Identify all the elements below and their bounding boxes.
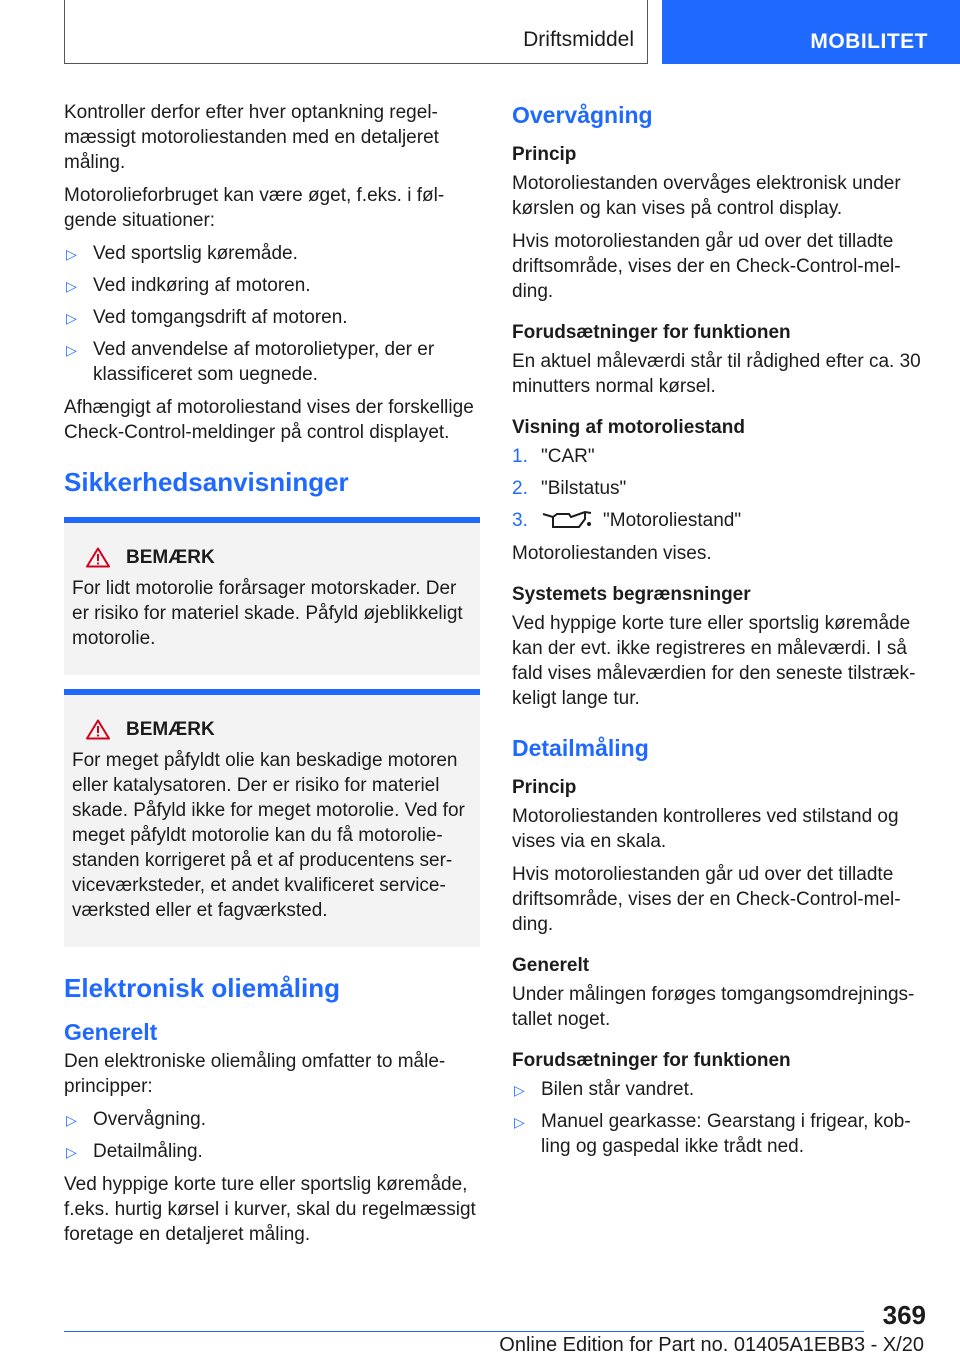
subsection-heading-general: Generelt xyxy=(64,1019,158,1045)
footer-edition: Online Edition for Part no. 01405A1EBB3 - X/20 xyxy=(499,1334,924,1356)
heading-principle: Princip xyxy=(512,777,577,798)
triangle-bullet-icon: ▷ xyxy=(514,1114,525,1130)
numbered-steps xyxy=(512,444,926,533)
heading-display-oil-level: Visning af motoroliestand xyxy=(512,417,745,438)
step-item: 1. "CAR" xyxy=(512,446,595,467)
note-header xyxy=(72,717,472,742)
warning-note xyxy=(64,689,480,947)
step-item: 3. "Motoroliestand" xyxy=(512,510,742,531)
oil-can-icon xyxy=(541,510,593,530)
triangle-bullet-icon: ▷ xyxy=(66,310,77,326)
section-heading-electronic: Elektronisk oliemåling xyxy=(64,973,340,1003)
list-item: ▷ Ved tomgangsdrift af motoren. xyxy=(64,305,480,330)
heading-general: Generelt xyxy=(512,955,590,976)
note-header xyxy=(72,545,472,570)
paragraph: Afhængigt af motoroliestand vises der forskellige Check-Control-meldinger på control displayet. xyxy=(64,397,474,443)
triangle-bullet-icon: ▷ xyxy=(66,1144,77,1160)
paragraph: Hvis motoroliestanden går ud over det tilladte driftsområde, vises der en Check-Control-melding. xyxy=(512,231,901,302)
paragraph: Ved hyppige korte ture eller sportslig køremåde kan der evt. ikke registreres en måleværdi. I så fald vises måleværdien for den seneste tilstrækkeligt lange tur. xyxy=(512,613,916,709)
heading-limits: Systemets begrænsninger xyxy=(512,584,751,605)
note-label: BEMÆRK xyxy=(126,719,215,740)
heading-principle: Princip xyxy=(512,144,577,165)
bullet-list xyxy=(512,1077,926,1159)
note-text: For lidt motorolie forårsager motorskader. Der er risiko for materiel skade. Påfyld øjeblikkeligt motorolie. xyxy=(72,578,463,649)
bullet-list xyxy=(64,241,480,387)
warning-note xyxy=(64,517,480,675)
heading-prerequisites: Forudsætninger for funktionen xyxy=(512,1050,791,1071)
paragraph: Motorolieforbruget kan være øget, f.eks. i følgende situationer: xyxy=(64,185,445,231)
list-item: ▷ Ved anvendelse af motorolietyper, der er klassificeret som uegnede. xyxy=(66,339,435,385)
subsection-heading-monitoring: Overvågning xyxy=(512,102,653,128)
right-column xyxy=(512,100,926,1167)
header-section-title: Driftsmiddel xyxy=(523,28,634,51)
warning-triangle-icon xyxy=(86,719,110,740)
heading-prerequisites: Forudsætninger for funktionen xyxy=(512,322,791,343)
triangle-bullet-icon: ▷ xyxy=(514,1082,525,1098)
paragraph: Motoroliestanden kontrolleres ved stilstand og vises via en skala. xyxy=(512,806,899,852)
list-item: ▷ Bilen står vandret. xyxy=(512,1077,926,1102)
step-item: 2. "Bilstatus" xyxy=(512,478,627,499)
paragraph: Hvis motoroliestanden går ud over det tilladte driftsområde, vises der en Check-Control-melding. xyxy=(512,864,901,935)
triangle-bullet-icon: ▷ xyxy=(66,246,77,262)
header-chapter-tab[interactable]: MOBILITET xyxy=(662,0,960,64)
paragraph: Motoroliestanden vises. xyxy=(512,543,712,564)
triangle-bullet-icon: ▷ xyxy=(66,1112,77,1128)
paragraph: Motoroliestanden overvåges elektronisk under kørslen og kan vises på control display. xyxy=(512,173,901,219)
footer-divider xyxy=(64,1331,864,1332)
paragraph: En aktuel måleværdi står til rådighed efter ca. 30 minutters normal kørsel. xyxy=(512,351,921,397)
paragraph: Den elektroniske oliemåling omfatter to måleprincipper: xyxy=(64,1051,446,1097)
note-text: For meget påfyldt olie kan beskadige motoren eller katalysatoren. Der er risiko for materiel skade. Påfyld ikke for meget motorolie. Ved for meget påfyldt motorolie kan du få motoroliestanden korrigeret på et af producentens serviceværksteder, et andet kvalificeret serviceværksted eller et fagværksted. xyxy=(72,750,465,921)
paragraph: Under målingen forøges tomgangsomdrejningstallet noget. xyxy=(512,984,915,1030)
note-label: BEMÆRK xyxy=(126,547,215,568)
list-item: ▷ Overvågning. xyxy=(64,1107,480,1132)
left-column xyxy=(64,100,480,1255)
list-item: ▷ Ved indkøring af motoren. xyxy=(64,273,480,298)
list-item: ▷ Detailmåling. xyxy=(64,1139,480,1164)
subsection-heading-detail: Detailmåling xyxy=(512,735,649,761)
section-heading-safety: Sikkerhedsanvisninger xyxy=(64,467,349,497)
triangle-bullet-icon: ▷ xyxy=(66,342,77,358)
list-item: ▷ Manuel gearkasse: Gearstang i frigear, kobling og gaspedal ikke trådt ned. xyxy=(514,1111,911,1157)
paragraph: Kontroller derfor efter hver optankning regelmæssigt motoroliestanden med en detaljeret måling. xyxy=(64,102,439,173)
paragraph: Ved hyppige korte ture eller sportslig køremåde, f.eks. hurtig kørsel i kurver, skal du regelmæssigt foretage en detaljeret måling. xyxy=(64,1174,476,1245)
triangle-bullet-icon: ▷ xyxy=(66,278,77,294)
list-item: ▷ Ved sportslig køremåde. xyxy=(64,241,480,266)
page-number: 369 xyxy=(882,1300,926,1330)
bullet-list xyxy=(64,1107,480,1164)
warning-triangle-icon xyxy=(86,547,110,568)
